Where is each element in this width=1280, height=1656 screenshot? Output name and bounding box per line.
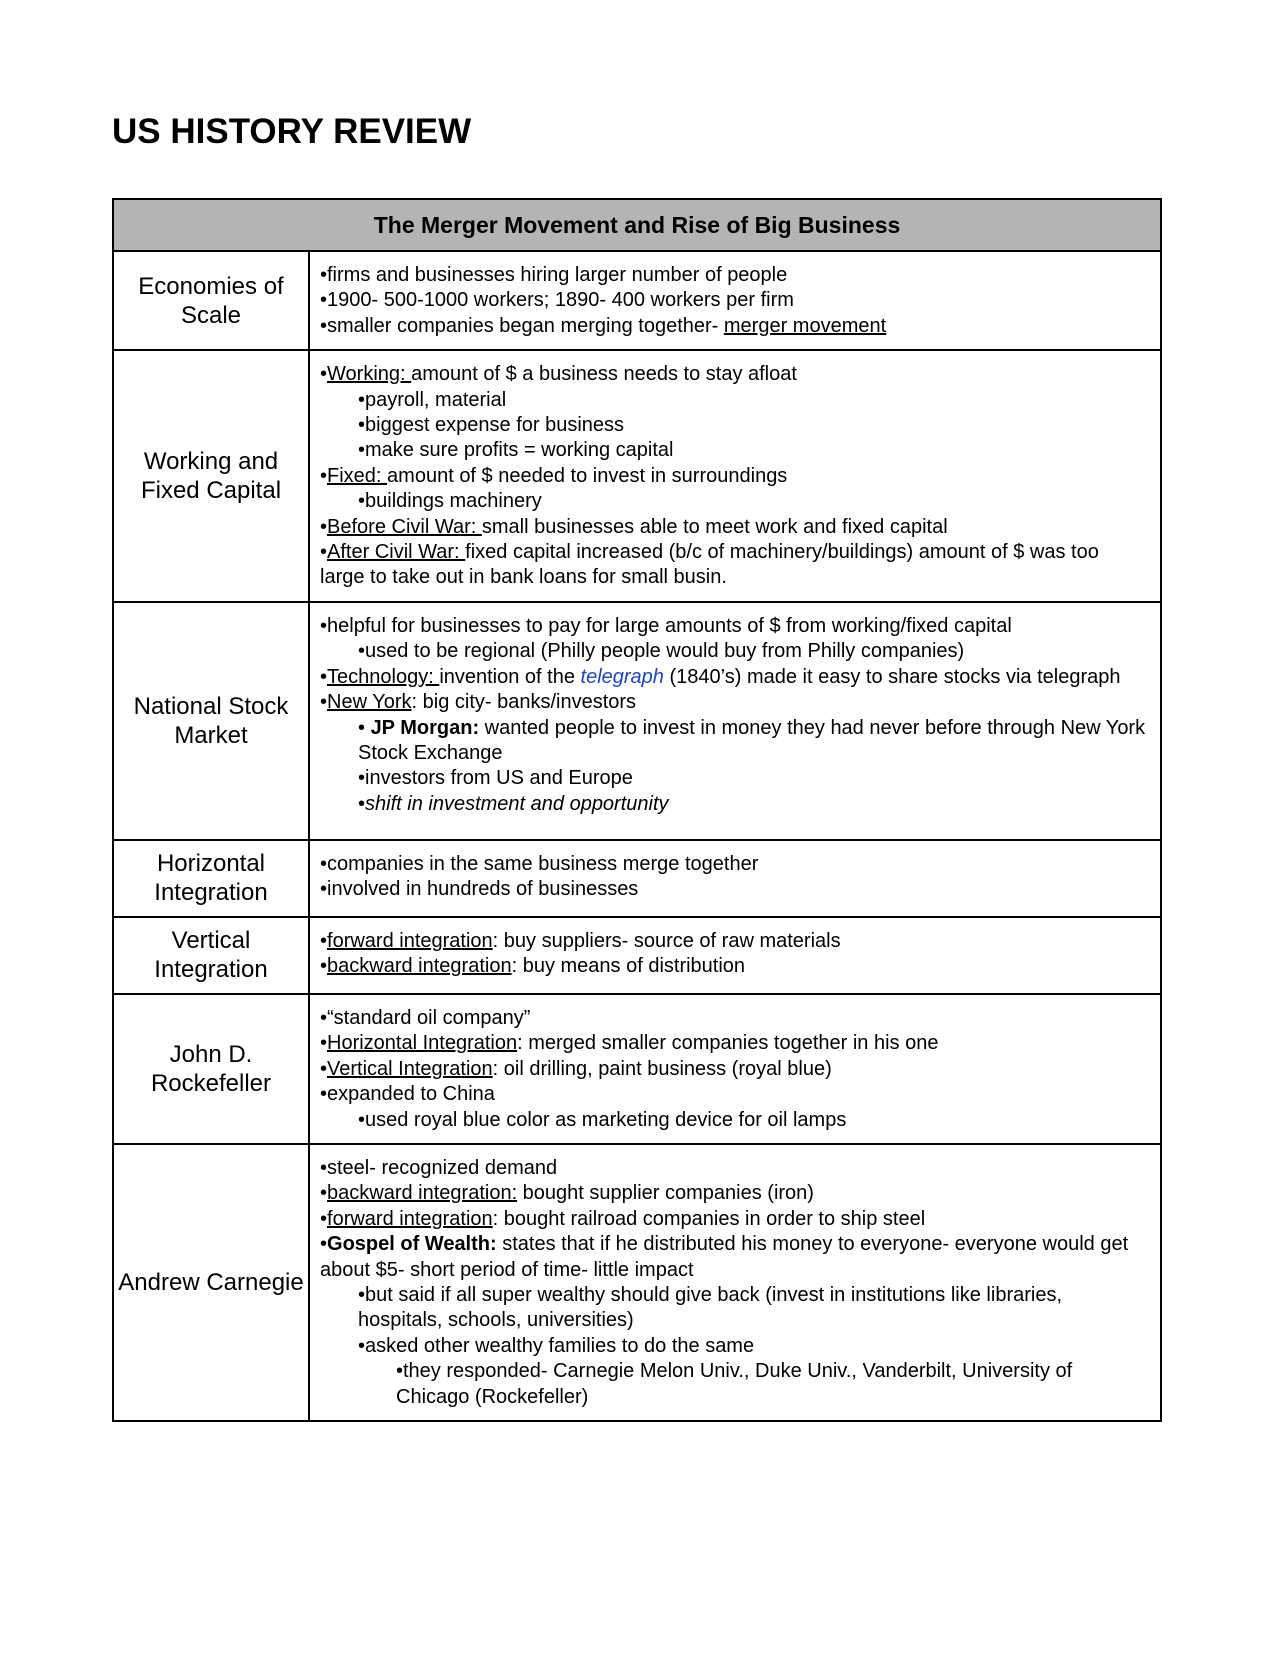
note-text: • [320,691,328,714]
note-line [320,1031,1146,1056]
note-line [320,489,1146,514]
note-text: backward integration: [327,1182,518,1205]
row-topic: Vertical Integration [113,917,309,994]
note-text: Horizontal Integration [327,1032,518,1055]
note-text: : big city- banks/investors [411,691,637,714]
note-text: amount of $ a business needs to stay afloat [411,363,797,386]
note-text: •they responded- Carnegie Melon Univ., Duke Univ., Vanderbilt, University of Chicago (Rockefeller) [396,1360,1073,1408]
note-text: •companies in the same business merge together [320,852,759,875]
note-line [320,362,1146,387]
table-body [113,251,1161,1421]
note-text: •payroll, material [358,388,507,411]
note-line [320,877,1146,902]
note-line [320,1156,1146,1181]
table-row [113,1144,1161,1421]
note-line [320,1006,1146,1031]
note-line [320,1334,1146,1359]
note-line [320,614,1146,639]
note-text: forward integration [327,929,493,952]
row-topic: Andrew Carnegie [113,1144,309,1421]
note-text: • [320,1233,328,1256]
note-text: small businesses able to meet work and fixed capital [481,515,948,538]
note-text: Technology: [327,665,440,688]
note-text: • [320,929,328,952]
row-topic: Economies of Scale [113,251,309,350]
note-text: • [320,955,328,978]
row-notes [309,602,1161,840]
note-text: shift in investment and opportunity [365,792,669,815]
row-notes [309,350,1161,602]
table-row [113,994,1161,1144]
note-text: • [320,1057,328,1080]
note-line [320,929,1146,954]
note-line [320,314,1146,339]
note-text: •1900- 500-1000 workers; 1890- 400 workers per firm [320,289,794,312]
note-text: Before Civil War: [327,515,482,538]
note-text: • [320,1182,328,1205]
note-text: •used royal blue color as marketing device for oil lamps [358,1108,847,1131]
note-text: •but said if all super wealthy should give back (invest in institutions like libraries, hospitals, schools, universities) [358,1283,1063,1332]
note-text: forward integration [327,1207,493,1230]
note-text: states that if he distributed his money to everyone- everyone would get about $5- short period of time- little impact [320,1233,1129,1281]
page-title: US HISTORY REVIEW [112,112,472,151]
note-text: • [320,541,328,564]
note-text: Working: [327,363,412,386]
review-table [112,198,1162,1422]
note-line [320,1207,1146,1232]
note-line [320,1283,1146,1334]
row-topic: National Stock Market [113,602,309,840]
note-text: wanted people to invest in money they had never before through New York Stock Exchange [358,716,1146,764]
table-row [113,602,1161,840]
row-notes [309,251,1161,350]
note-line [320,1232,1146,1283]
note-text: • [320,363,328,386]
note-text: fixed capital increased (b/c of machinery/buildings) amount of $ was too large to take out in bank loans for small busin. [320,541,1099,589]
row-notes [309,1144,1161,1421]
note-line [320,852,1146,877]
row-notes [309,994,1161,1144]
note-text: •“standard oil company” [320,1006,531,1029]
note-text: bought supplier companies (iron) [517,1182,814,1205]
table-row [113,251,1161,350]
note-line [320,690,1146,715]
note-text: •investors from US and Europe [358,767,633,790]
note-line [320,1181,1146,1206]
row-notes [309,917,1161,994]
note-text: •smaller companies began merging together- [320,314,724,337]
note-text: •involved in hundreds of businesses [320,878,639,901]
note-text: •make sure profits = working capital [358,439,674,462]
note-text: Vertical Integration [327,1057,493,1080]
note-line [320,1057,1146,1082]
note-text: • [320,1207,328,1230]
note-text: •biggest expense for business [358,414,625,437]
table-row [113,350,1161,602]
note-line [320,639,1146,664]
note-line [320,388,1146,413]
note-text: • [358,792,366,815]
note-text: backward integration [327,955,512,978]
note-text: • [320,665,328,688]
table-row [113,840,1161,917]
note-line [320,1108,1146,1133]
note-text: invention of the [439,665,581,688]
note-text: merger movement [723,314,887,337]
note-text: •buildings machinery [358,490,542,513]
note-line [320,665,1146,690]
note-text: New York [327,691,412,714]
table-title: The Merger Movement and Rise of Big Business [113,199,1161,251]
note-text: After Civil War: [327,541,466,564]
row-topic: Working and Fixed Capital [113,350,309,602]
note-text: •used to be regional (Philly people would buy from Philly companies) [358,640,965,663]
note-text: (1840’s) made it easy to share stocks via telegraph [663,665,1121,688]
note-text: Fixed: [327,464,388,487]
note-text: •firms and businesses hiring larger number of people [320,264,788,286]
note-text: •asked other wealthy families to do the same [358,1334,755,1357]
note-line [320,288,1146,313]
note-text: •helpful for businesses to pay for large amounts of $ from working/fixed capital [320,614,1012,637]
row-notes [309,840,1161,917]
note-line [320,515,1146,540]
note-text: : buy means of distribution [511,955,746,978]
note-line [320,413,1146,438]
note-line [320,716,1146,767]
note-text: : oil drilling, paint business (royal blue) [492,1057,832,1080]
row-topic: Horizontal Integration [113,840,309,917]
note-text: • [320,1032,328,1055]
table-header-row [113,199,1161,251]
note-line [320,438,1146,463]
note-line [320,766,1146,791]
note-text: • [320,515,328,538]
note-line [320,1082,1146,1107]
note-text: •steel- recognized demand [320,1156,558,1179]
note-text: • [320,464,328,487]
note-text: •expanded to China [320,1083,495,1106]
note-line [320,263,1146,288]
note-text: : bought railroad companies in order to ship steel [492,1207,926,1230]
note-line [320,1359,1146,1410]
note-text: • [358,716,371,739]
note-line [320,792,1146,817]
note-line [320,464,1146,489]
note-line [320,954,1146,979]
table-row [113,917,1161,994]
note-text: telegraph [580,665,664,688]
note-text: : merged smaller companies together in his one [517,1032,939,1055]
note-text: Gospel of Wealth: [327,1233,497,1256]
note-text: JP Morgan: [370,716,480,739]
note-text: amount of $ needed to invest in surroundings [387,464,788,487]
row-topic: John D. Rockefeller [113,994,309,1144]
note-line [320,540,1146,591]
note-text: : buy suppliers- source of raw materials [492,929,841,952]
